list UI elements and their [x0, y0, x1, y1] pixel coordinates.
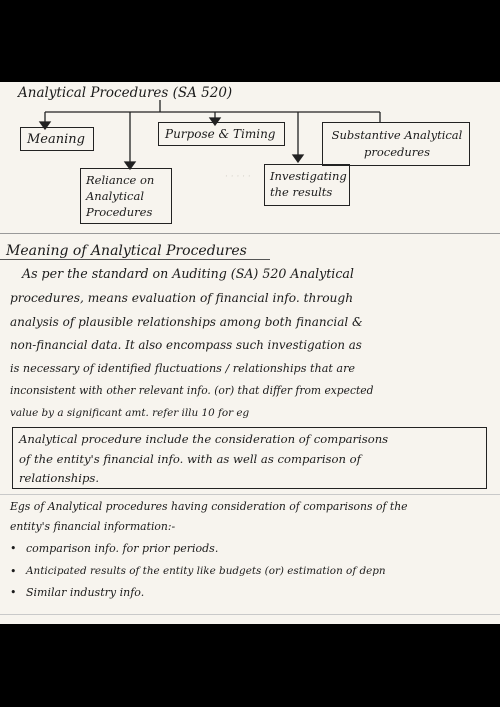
meaning-line: non-financial data. It also encompass such investigation as [10, 338, 362, 352]
bullet-item: Similar industry info. [26, 586, 145, 599]
node-substantive [322, 122, 470, 166]
meaning-line: procedures, means evaluation of financial info. through [10, 291, 354, 305]
examples-intro: entity's financial information:- [10, 520, 176, 533]
node-meaning-label: Meaning [27, 132, 85, 147]
meaning-line: is necessary of identified fluctuations / relationships that are [10, 362, 356, 375]
meaning-heading: Meaning of Analytical Procedures [6, 243, 247, 259]
bullet-dot: • [10, 542, 17, 555]
bullet-dot: • [10, 586, 17, 599]
page-rule [0, 494, 500, 495]
meaning-heading-underline [0, 259, 270, 260]
boxed-note-line: relationships. [19, 471, 100, 485]
node-reliance [80, 168, 172, 224]
notebook-page [0, 82, 500, 624]
node-investigating-label: Investigating the results [270, 169, 347, 200]
node-investigating [264, 164, 350, 206]
node-meaning [20, 127, 94, 151]
page-rule [0, 614, 500, 615]
bullet-item: comparison info. for prior periods. [26, 542, 219, 555]
node-purpose-timing-label: Purpose & Timing [165, 127, 276, 141]
bullet-item: Anticipated results of the entity like budgets (or) estimation of depn [26, 565, 386, 577]
boxed-note-line: of the entity's financial info. with as well as comparison of [19, 452, 361, 466]
meaning-line: inconsistent with other relevant info. (or) that differ from expected [10, 384, 374, 397]
bleed-through: · · · · · [225, 172, 251, 182]
examples-intro: Egs of Analytical procedures having consideration of comparisons of the [10, 500, 408, 513]
meaning-line: value by a significant amt. refer illu 10 for eg [10, 407, 250, 419]
meaning-line: As per the standard on Auditing (SA) 520 Analytical [22, 266, 354, 281]
meaning-line: analysis of plausible relationships among both financial & [10, 315, 363, 329]
section-divider [0, 233, 500, 234]
node-purpose-timing [158, 122, 285, 146]
node-reliance-label: Reliance on Analytical Procedures [86, 173, 155, 220]
boxed-note [12, 427, 487, 489]
bullet-dot: • [10, 565, 17, 578]
diagram-title: Analytical Procedures (SA 520) [18, 85, 233, 101]
node-substantive-label: Substantive Analytical procedures [331, 128, 463, 159]
boxed-note-line: Analytical procedure include the consideration of comparisons [19, 432, 389, 446]
